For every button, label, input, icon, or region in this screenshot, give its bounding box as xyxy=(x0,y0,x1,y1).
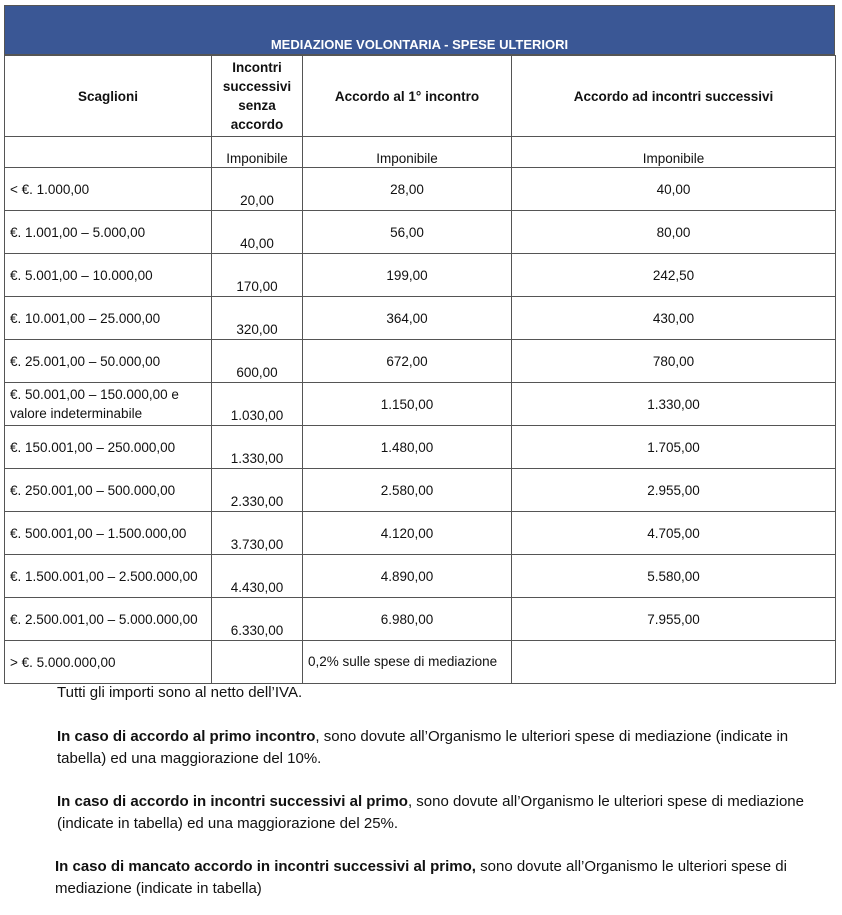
incontri-successivi-cell: 780,00 xyxy=(512,340,836,383)
incontri-successivi-cell: 242,50 xyxy=(512,254,836,297)
senza-accordo-cell: 1.330,00 xyxy=(212,426,303,469)
table-row xyxy=(5,254,836,297)
table-row xyxy=(5,598,836,641)
table-row xyxy=(5,211,836,254)
header-scaglioni: Scaglioni xyxy=(5,56,212,137)
primo-incontro-cell: 364,00 xyxy=(303,297,512,340)
incontri-successivi-cell: 5.580,00 xyxy=(512,555,836,598)
scaglione-cell: €. 5.001,00 – 10.000,00 xyxy=(5,254,212,297)
senza-accordo-cell: 2.330,00 xyxy=(212,469,303,512)
note-bold: In caso di accordo in incontri successivi al primo xyxy=(57,793,408,810)
table-title-banner xyxy=(4,5,835,55)
table-row xyxy=(5,641,836,684)
incontri-successivi-cell xyxy=(512,641,836,684)
primo-incontro-cell: 199,00 xyxy=(303,254,512,297)
table-row xyxy=(5,168,836,211)
note-bold: In caso di accordo al primo incontro xyxy=(57,728,316,745)
senza-accordo-cell: 6.330,00 xyxy=(212,598,303,641)
senza-accordo-cell: 3.730,00 xyxy=(212,512,303,555)
primo-incontro-cell: 4.120,00 xyxy=(303,512,512,555)
scaglione-cell: €. 150.001,00 – 250.000,00 xyxy=(5,426,212,469)
header-senza-accordo: Incontri successivi senza accordo xyxy=(212,56,303,137)
fee-table-container xyxy=(4,5,835,684)
scaglione-cell: €. 50.001,00 – 150.000,00 e valore indeterminabile xyxy=(5,383,212,426)
scaglione-cell: < €. 1.000,00 xyxy=(5,168,212,211)
fee-table xyxy=(4,55,836,684)
incontri-successivi-cell: 7.955,00 xyxy=(512,598,836,641)
imponibile-label: Imponibile xyxy=(512,137,836,168)
note-iva: Tutti gli importi sono al netto dell’IVA. xyxy=(57,684,303,701)
table-row xyxy=(5,512,836,555)
scaglione-cell: €. 10.001,00 – 25.000,00 xyxy=(5,297,212,340)
incontri-successivi-cell: 80,00 xyxy=(512,211,836,254)
scaglione-cell: €. 1.500.001,00 – 2.500.000,00 xyxy=(5,555,212,598)
table-title: MEDIAZIONE VOLONTARIA - SPESE ULTERIORI xyxy=(270,37,569,52)
table-row xyxy=(5,469,836,512)
senza-accordo-cell: 320,00 xyxy=(212,297,303,340)
primo-incontro-cell: 4.890,00 xyxy=(303,555,512,598)
note-bold: In caso di mancato accordo in incontri successivi al primo, xyxy=(55,858,476,875)
table-row xyxy=(5,426,836,469)
note-text: sono dovute all’Organismo le ulteriori spese di mediazione (indicate in tabella) xyxy=(55,858,787,897)
table-row xyxy=(5,340,836,383)
scaglione-cell: €. 500.001,00 – 1.500.000,00 xyxy=(5,512,212,555)
senza-accordo-cell: 1.030,00 xyxy=(212,383,303,426)
primo-incontro-cell: 0,2% sulle spese di mediazione xyxy=(303,641,512,684)
incontri-successivi-cell: 4.705,00 xyxy=(512,512,836,555)
header-primo-incontro: Accordo al 1° incontro xyxy=(303,56,512,137)
scaglione-cell: €. 25.001,00 – 50.000,00 xyxy=(5,340,212,383)
senza-accordo-cell: 20,00 xyxy=(212,168,303,211)
note-mancato-accordo xyxy=(55,856,817,900)
note-primo-incontro xyxy=(57,726,817,770)
primo-incontro-cell: 6.980,00 xyxy=(303,598,512,641)
primo-incontro-cell: 28,00 xyxy=(303,168,512,211)
scaglione-cell: €. 1.001,00 – 5.000,00 xyxy=(5,211,212,254)
fee-rows xyxy=(5,168,836,684)
table-row xyxy=(5,555,836,598)
primo-incontro-cell: 56,00 xyxy=(303,211,512,254)
table-row xyxy=(5,383,836,426)
incontri-successivi-cell: 430,00 xyxy=(512,297,836,340)
scaglione-cell: €. 2.500.001,00 – 5.000.000,00 xyxy=(5,598,212,641)
primo-incontro-cell: 1.480,00 xyxy=(303,426,512,469)
header-row xyxy=(5,56,836,137)
senza-accordo-cell: 4.430,00 xyxy=(212,555,303,598)
scaglione-cell: €. 250.001,00 – 500.000,00 xyxy=(5,469,212,512)
note-incontri-successivi xyxy=(57,791,817,835)
incontri-successivi-cell: 40,00 xyxy=(512,168,836,211)
incontri-successivi-cell: 1.705,00 xyxy=(512,426,836,469)
senza-accordo-cell: 170,00 xyxy=(212,254,303,297)
note-text: , sono dovute all’Organismo le ulteriori spese di mediazione (indicate in tabella) ed una maggiorazione del 10%. xyxy=(57,728,789,767)
imponibile-row xyxy=(5,137,836,168)
header-incontri-successivi: Accordo ad incontri successivi xyxy=(512,56,836,137)
senza-accordo-cell: 40,00 xyxy=(212,211,303,254)
senza-accordo-cell: 600,00 xyxy=(212,340,303,383)
primo-incontro-cell: 2.580,00 xyxy=(303,469,512,512)
incontri-successivi-cell: 2.955,00 xyxy=(512,469,836,512)
senza-accordo-cell xyxy=(212,641,303,684)
note-text: , sono dovute all’Organismo le ulteriori spese di mediazione (indicate in tabella) ed una maggiorazione del 25%. xyxy=(57,793,804,832)
primo-incontro-cell: 672,00 xyxy=(303,340,512,383)
imponibile-empty xyxy=(5,137,212,168)
scaglione-cell: > €. 5.000.000,00 xyxy=(5,641,212,684)
imponibile-label: Imponibile xyxy=(212,137,303,168)
notes-section xyxy=(57,682,817,900)
primo-incontro-cell: 1.150,00 xyxy=(303,383,512,426)
imponibile-label: Imponibile xyxy=(303,137,512,168)
incontri-successivi-cell: 1.330,00 xyxy=(512,383,836,426)
table-row xyxy=(5,297,836,340)
